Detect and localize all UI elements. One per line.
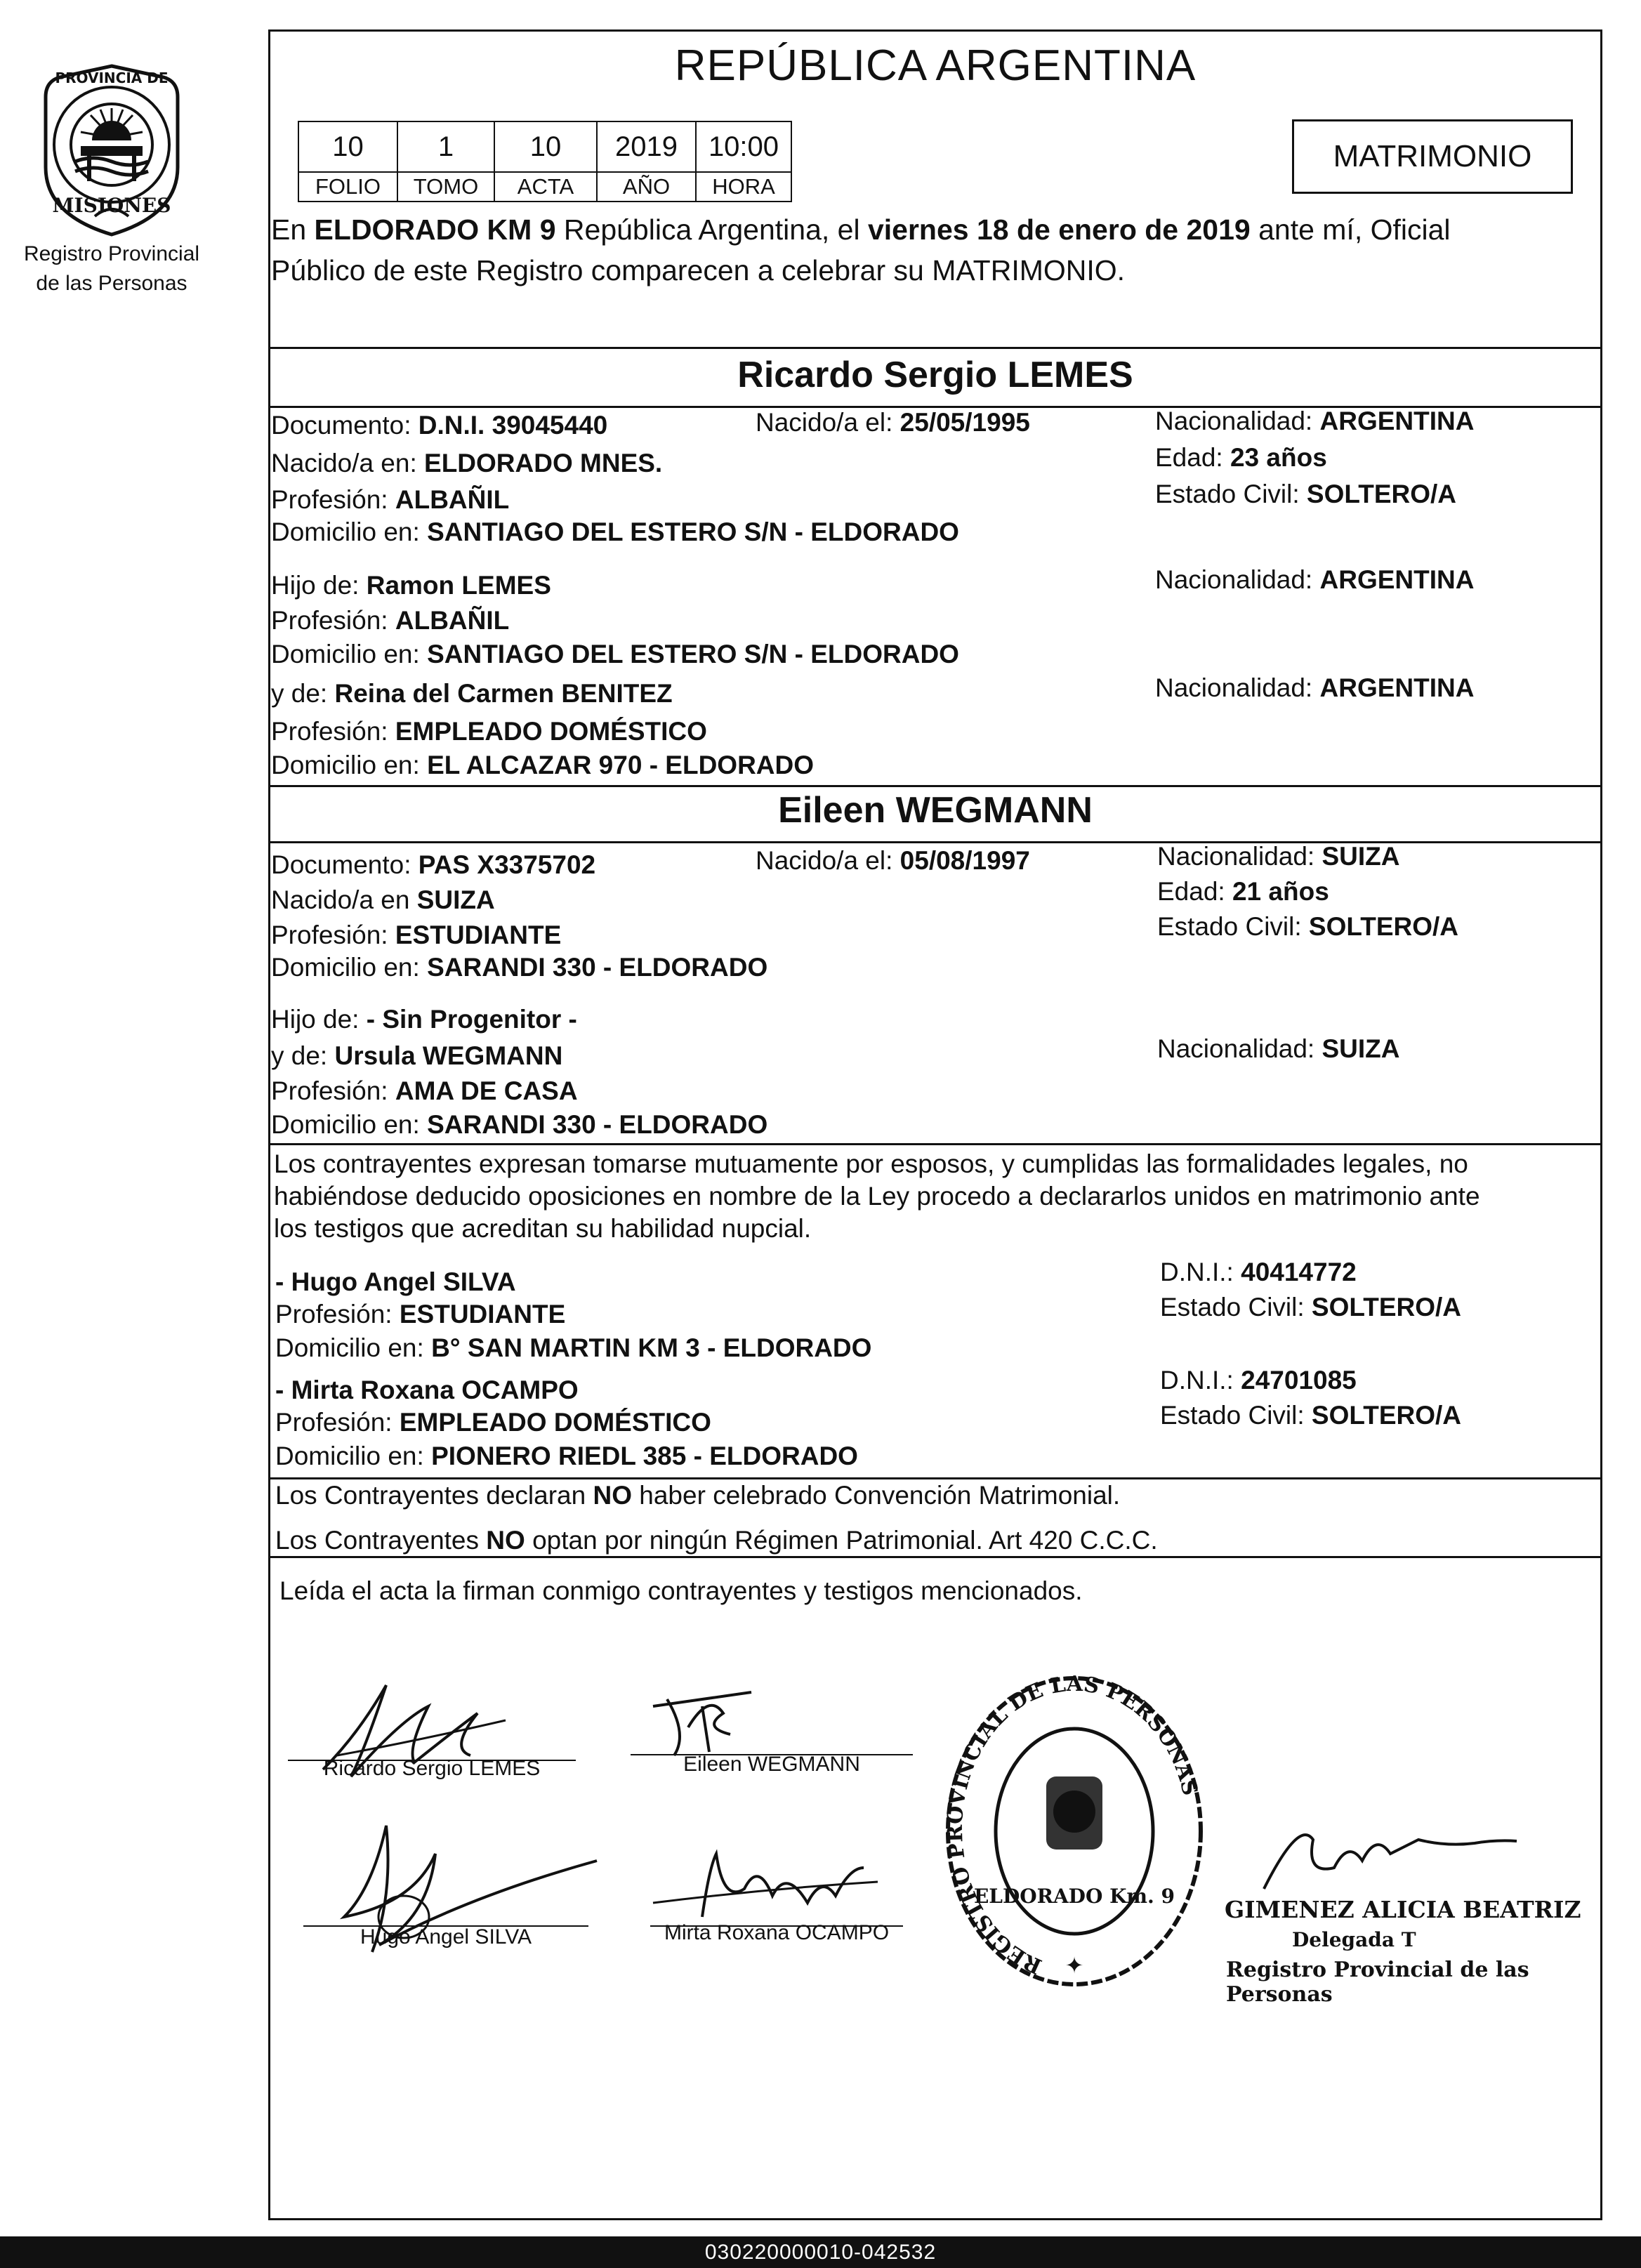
bride-father: Hijo de: - Sin Progenitor - [271,1005,577,1034]
witness2-profesion: Profesión: EMPLEADO DOMÉSTICO [275,1408,711,1437]
record-index-box [298,121,792,202]
groom-mother: y de: Reina del Carmen BENITEZ [271,679,673,708]
bride-edad: Edad: 21 años [1157,877,1329,906]
witness1-profesion: Profesión: ESTUDIANTE [275,1300,566,1329]
divider [268,1477,1602,1479]
groom-father: Hijo de: Ramon LEMES [271,571,551,600]
logo-caption-line2: de las Personas [36,272,187,295]
witness2-name: - Mirta Roxana OCAMPO [275,1376,579,1404]
acta-value: 10 [494,121,597,172]
groom-father-domicilio: Domicilio en: SANTIAGO DEL ESTERO S/N - ELDORADO [271,640,959,668]
anio-label: AÑO [597,172,696,202]
groom-father-profesion: Profesión: ALBAÑIL [271,606,510,635]
witness1-estado-civil: Estado Civil: SOLTERO/A [1160,1293,1462,1321]
divider [268,785,1602,787]
witness2-estado-civil: Estado Civil: SOLTERO/A [1160,1401,1462,1430]
official-stamp-icon [941,1671,1208,1994]
officer-org: Registro Provincial de las Personas [1226,1958,1529,2007]
tomo-value: 1 [397,121,494,172]
divider [268,841,1602,843]
svg-text:ELDORADO Km. 9: ELDORADO Km. 9 [973,1885,1175,1908]
groom-domicilio: Domicilio en: SANTIAGO DEL ESTERO S/N - ELDORADO [271,517,959,546]
hora-label: HORA [696,172,791,202]
svg-text:✦: ✦ [1065,1953,1084,1978]
divider [268,347,1602,349]
witness1-signature-caption: Hugo Angel SILVA [360,1925,532,1949]
groom-documento: Documento: D.N.I. 39045440 [271,411,608,440]
record-type-box: MATRIMONIO [1292,119,1573,194]
groom-mother-profesion: Profesión: EMPLEADO DOMÉSTICO [271,717,707,746]
acta-label: ACTA [494,172,597,202]
svg-text:PROVINCIA DE: PROVINCIA DE [54,70,169,86]
witness2-signature-caption: Mirta Roxana OCAMPO [664,1921,890,1944]
witness2-dni: D.N.I.: 24701085 [1160,1366,1357,1395]
bride-nacido-en: Nacido/a en SUIZA [271,885,495,914]
witness1-domicilio: Domicilio en: B° SAN MARTIN KM 3 - ELDORADO [275,1333,872,1362]
divider [268,1556,1602,1558]
groom-mother-domicilio: Domicilio en: EL ALCAZAR 970 - ELDORADO [271,751,815,779]
intro-text: En ELDORADO KM 9 República Argentina, el viernes 18 de enero de 2019 ante mí, Oficial Público de este Registro comparecen a celebrar su MATRIMONIO. [271,213,1451,286]
bride-documento: Documento: PAS X3375702 [271,850,596,879]
officer-signature-icon [1236,1812,1531,1903]
witness2-signature-icon [639,1840,892,1931]
groom-nacionalidad: Nacionalidad: ARGENTINA [1155,407,1475,435]
witness1-name: - Hugo Angel SILVA [275,1267,516,1296]
bride-domicilio: Domicilio en: SARANDI 330 - ELDORADO [271,953,768,982]
officer-name: GIMENEZ ALICIA BEATRIZ [1225,1896,1581,1923]
groom-nacido-en: Nacido/a en: ELDORADO MNES. [271,449,663,477]
misiones-logo [17,62,206,296]
groom-mother-nacionalidad: Nacionalidad: ARGENTINA [1155,673,1475,702]
groom-signature-caption: Ricardo Sergio LEMES [323,1757,541,1780]
regimen-line: Los Contrayentes NO optan por ningún Régimen Patrimonial. Art 420 C.C.C. [275,1526,1158,1555]
page-title: REPÚBLICA ARGENTINA [674,41,1197,90]
groom-estado-civil: Estado Civil: SOLTERO/A [1155,480,1457,508]
groom-edad: Edad: 23 años [1155,443,1327,472]
svg-text:REGISTRO PROVINCIAL DE LAS PER: REGISTRO PROVINCIAL DE LAS PERSONAS [942,1671,1203,1979]
groom-name: Ricardo Sergio LEMES [737,355,1133,395]
hora-value: 10:00 [696,121,791,172]
bride-mother-profesion: Profesión: AMA DE CASA [271,1076,578,1105]
groom-nacido-el: Nacido/a el: 25/05/1995 [756,408,1030,437]
witness2-domicilio: Domicilio en: PIONERO RIEDL 385 - ELDORADO [275,1442,858,1470]
bride-nacionalidad: Nacionalidad: SUIZA [1157,842,1400,871]
closing-text: Leída el acta la firman conmigo contrayentes y testigos mencionados. [279,1576,1083,1605]
svg-text:MISIONES: MISIONES [52,194,171,217]
witness1-dni: D.N.I.: 40414772 [1160,1258,1357,1286]
bride-mother: y de: Ursula WEGMANN [271,1041,563,1070]
convencion-line: Los Contrayentes declaran NO haber celebrado Convención Matrimonial. [275,1481,1121,1510]
bride-signature-caption: Eileen WEGMANN [683,1753,860,1776]
bride-profesion: Profesión: ESTUDIANTE [271,921,562,949]
anio-value: 2019 [597,121,696,172]
bride-mother-nacionalidad: Nacionalidad: SUIZA [1157,1034,1400,1063]
bride-mother-domicilio: Domicilio en: SARANDI 330 - ELDORADO [271,1110,768,1139]
folio-value: 10 [298,121,397,172]
officer-title: Delegada T [1292,1928,1416,1951]
divider [268,1143,1602,1145]
folio-label: FOLIO [298,172,397,202]
bride-signature-icon [646,1685,765,1762]
logo-caption-line1: Registro Provincial [23,242,200,265]
provincia-seal-icon [40,62,184,237]
groom-profesion: Profesión: ALBAÑIL [271,485,510,514]
tomo-label: TOMO [397,172,494,202]
groom-father-nacionalidad: Nacionalidad: ARGENTINA [1155,565,1475,594]
bride-nacido-el: Nacido/a el: 05/08/1997 [756,846,1030,875]
bride-estado-civil: Estado Civil: SOLTERO/A [1157,912,1459,941]
document-code-bar: 030220000010-042532 [0,2236,1641,2268]
bride-name: Eileen WEGMANN [778,790,1093,831]
